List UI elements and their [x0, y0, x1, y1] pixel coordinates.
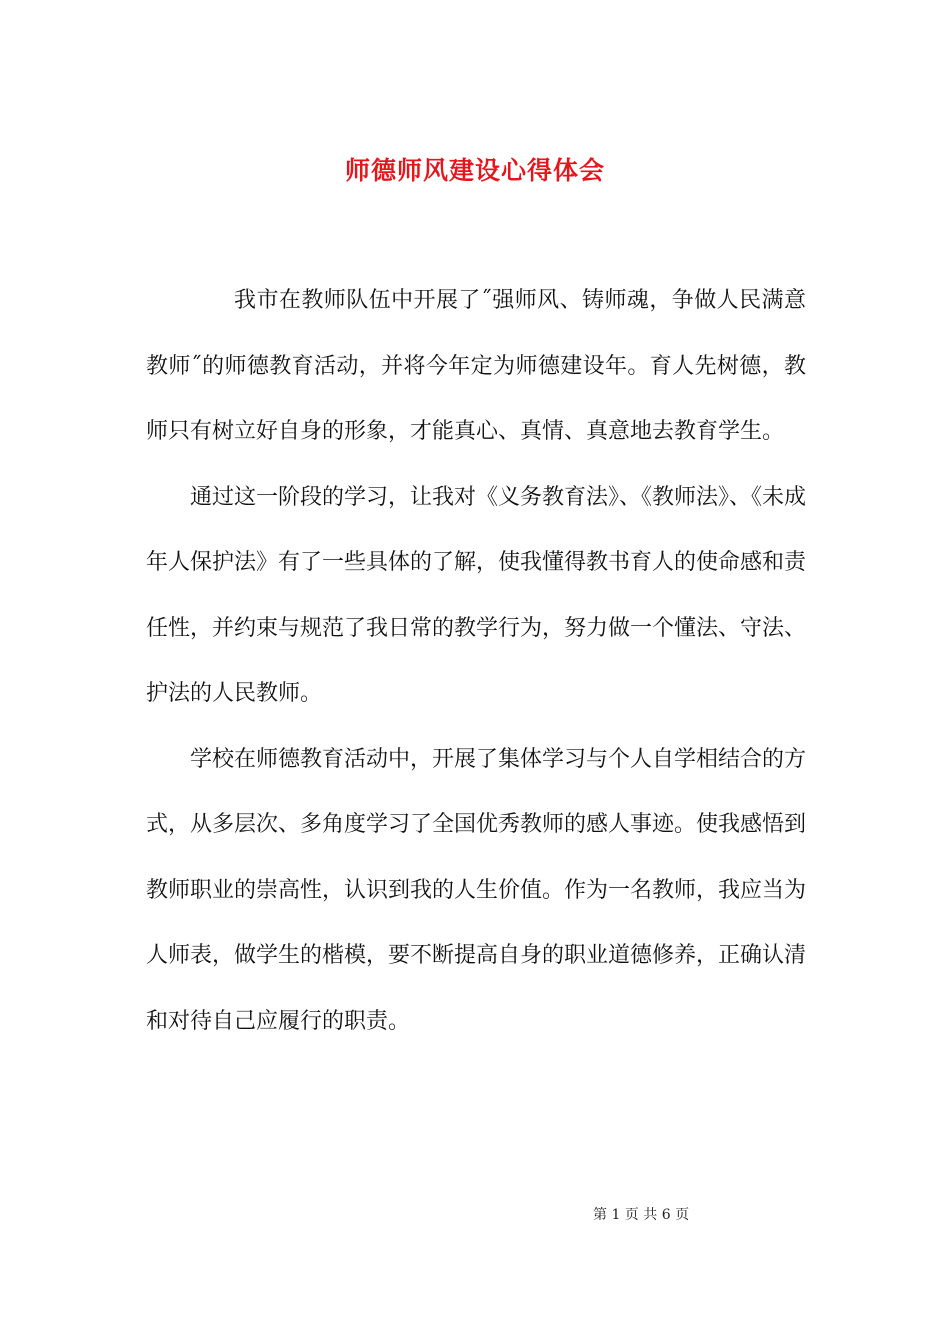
paragraph-1: 我市在教师队伍中开展了˝强师风、铸师魂，争做人民满意教师˝的师德教育活动，并将今年定为师德建设年。育人先树德，教师只有树立好自身的形象，才能真心、真情、真意地去教育学生。: [146, 288, 806, 444]
paragraph-2: 通过这一阶段的学习，让我对《义务教育法》、《教师法》、《未成年人保护法》有了一些具体的了解，使我懂得教书育人的使命感和责任性，并约束与规范了我日常的教学行为，努力做一个懂法、守法、护法的人民教师。: [146, 484, 807, 706]
document-title: 师德师风建设心得体会: [344, 155, 605, 185]
paragraph-3: 学校在师德教育活动中，开展了集体学习与个人自学相结合的方式，从多层次、多角度学习了全国优秀教师的感人事迹。使我感悟到教师职业的崇高性，认识到我的人生价值。作为一名教师，我应当为人师表，做学生的楷模，要不断提高自身的职业道德修养，正确认清和对待自己应履行的职责。: [146, 746, 807, 1034]
document-body: [146, 268, 806, 1054]
page-number-footer: 第 1 页 共 6 页: [593, 1207, 690, 1223]
